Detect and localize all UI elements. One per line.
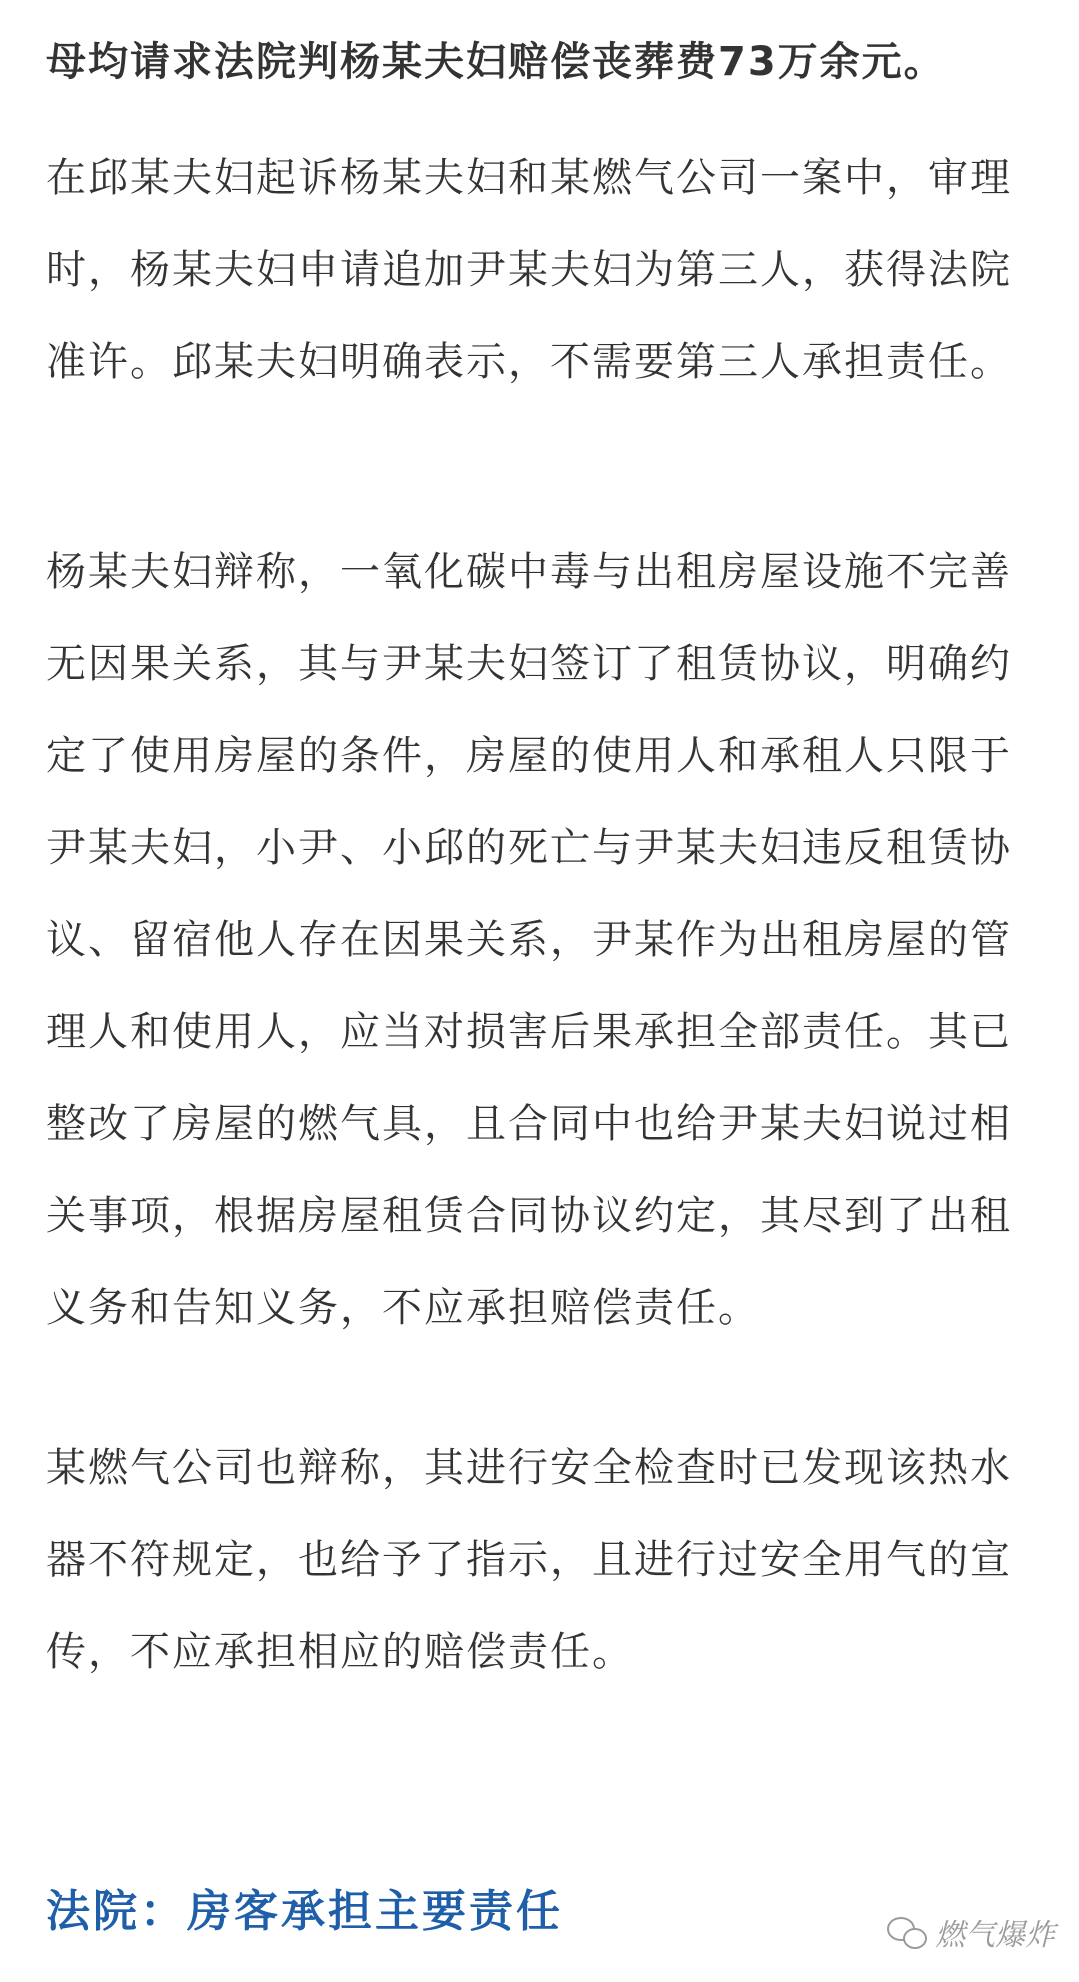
paragraph-line: 杨某夫妇辩称，一氧化碳中毒与出租房屋设施不完善 [46, 549, 1012, 595]
paragraph-line: 议、留宿他人存在因果关系，尹某作为出租房屋的管 [46, 917, 1012, 963]
paragraph-line: 整改了房屋的燃气具，且合同中也给尹某夫妇说过相 [46, 1101, 1012, 1147]
paragraph-line: 无因果关系，其与尹某夫妇签订了租赁协议，明确约 [46, 641, 1012, 687]
intro-line: 母均请求法院判杨某夫妇赔偿丧葬费73万余元。 [46, 39, 946, 85]
paragraph-1 [46, 132, 1012, 408]
section-heading: 法院：房客承担主要责任 [46, 1886, 563, 1937]
paragraph-line: 器不符规定，也给予了指示，且进行过安全用气的宣 [46, 1537, 1012, 1583]
paragraph-line: 传，不应承担相应的赔偿责任。 [46, 1629, 634, 1675]
paragraph-line: 定了使用房屋的条件，房屋的使用人和承租人只限于 [46, 733, 1012, 779]
paragraph-3 [46, 1422, 1012, 1698]
paragraph-line: 理人和使用人，应当对损害后果承担全部责任。其已 [46, 1009, 1012, 1055]
paragraph-line: 准许。邱某夫妇明确表示，不需要第三人承担责任。 [46, 339, 1012, 385]
paragraph-line: 某燃气公司也辩称，其进行安全检查时已发现该热水 [46, 1445, 1012, 1491]
watermark [887, 1910, 1055, 1954]
paragraph-line: 尹某夫妇，小尹、小邱的死亡与尹某夫妇违反租赁协 [46, 825, 1012, 871]
paragraph-line: 时，杨某夫妇申请追加尹某夫妇为第三人，获得法院 [46, 247, 1012, 293]
paragraph-line: 在邱某夫妇起诉杨某夫妇和某燃气公司一案中，审理 [46, 155, 1012, 201]
paragraph-line: 义务和告知义务，不应承担赔偿责任。 [46, 1285, 760, 1331]
paragraph-line: 关事项，根据房屋租赁合同协议约定，其尽到了出租 [46, 1193, 1012, 1239]
watermark-text: 燃气爆炸 [935, 1918, 1055, 1953]
paragraph-2 [46, 526, 1012, 1354]
wechat-icon [887, 1915, 927, 1949]
